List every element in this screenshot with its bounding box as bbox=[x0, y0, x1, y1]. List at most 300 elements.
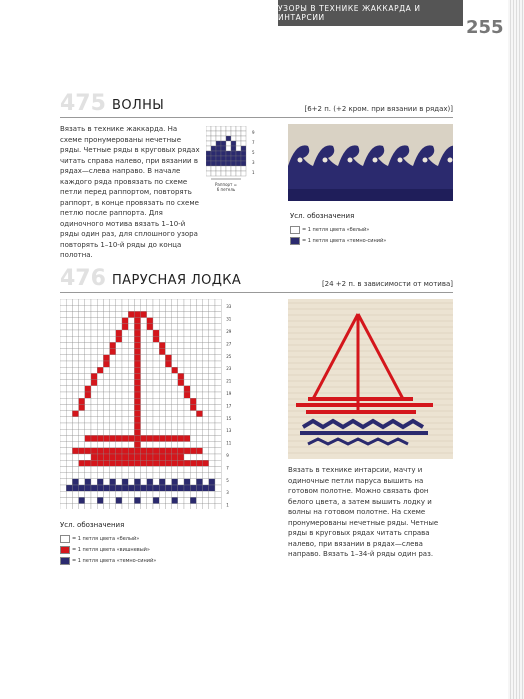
chart-cell bbox=[196, 454, 202, 460]
chart-cell bbox=[141, 504, 147, 509]
chart-cell bbox=[66, 386, 72, 392]
chart-cell bbox=[215, 342, 221, 348]
chart-cell bbox=[190, 392, 196, 398]
chart-cell bbox=[159, 398, 165, 404]
chart-cell bbox=[153, 404, 159, 410]
chart-cell bbox=[172, 318, 178, 324]
chart-cell bbox=[215, 442, 221, 448]
chart-cell bbox=[147, 491, 153, 497]
chart-cell bbox=[72, 324, 78, 330]
chart-cell bbox=[215, 373, 221, 379]
chart-cell bbox=[226, 171, 231, 176]
chart-cell bbox=[97, 429, 103, 435]
chart-cell bbox=[209, 342, 215, 348]
chart-cell bbox=[85, 318, 91, 324]
chart-cell bbox=[178, 305, 184, 311]
chart-cell bbox=[97, 473, 103, 479]
chart-cell bbox=[159, 497, 165, 503]
chart-cell bbox=[122, 448, 128, 454]
chart-cell bbox=[172, 342, 178, 348]
chart-cell bbox=[184, 336, 190, 342]
chart-cell bbox=[91, 330, 97, 336]
chart-cell bbox=[203, 460, 209, 466]
chart-cell bbox=[172, 473, 178, 479]
chart-cell bbox=[203, 491, 209, 497]
chart-cell bbox=[128, 491, 134, 497]
chart-cell bbox=[85, 299, 91, 305]
chart-cell bbox=[134, 411, 140, 417]
chart-cell bbox=[147, 305, 153, 311]
chart-cell bbox=[172, 349, 178, 355]
chart-cell bbox=[128, 318, 134, 324]
chart-cell bbox=[97, 435, 103, 441]
row-label: 29 bbox=[226, 329, 232, 334]
chart-cell bbox=[159, 504, 165, 509]
chart-cell bbox=[128, 342, 134, 348]
chart-cell bbox=[159, 367, 165, 373]
chart-cell bbox=[215, 429, 221, 435]
chart-cell bbox=[97, 367, 103, 373]
chart-cell bbox=[165, 305, 171, 311]
chart-cell bbox=[103, 380, 109, 386]
chart-cell bbox=[110, 442, 116, 448]
chart-cell bbox=[66, 355, 72, 361]
chart-cell bbox=[211, 141, 216, 146]
chart-cell bbox=[147, 504, 153, 509]
chart-cell bbox=[128, 417, 134, 423]
chart-cell bbox=[141, 404, 147, 410]
chart-cell bbox=[221, 166, 226, 171]
chart-cell bbox=[159, 466, 165, 472]
chart-cell bbox=[110, 392, 116, 398]
chart-cell bbox=[184, 497, 190, 503]
chart-cell bbox=[79, 435, 85, 441]
page-edge bbox=[508, 0, 524, 699]
chart-cell bbox=[172, 361, 178, 367]
chart-cell bbox=[60, 373, 66, 379]
chart-cell bbox=[203, 504, 209, 509]
chart-cell bbox=[97, 466, 103, 472]
rapport-label: 6 петель bbox=[216, 187, 236, 192]
chart-cell bbox=[128, 497, 134, 503]
chart-cell bbox=[165, 386, 171, 392]
chart-cell bbox=[196, 423, 202, 429]
chart-cell bbox=[190, 485, 196, 491]
chart-cell bbox=[116, 361, 122, 367]
chart-cell bbox=[215, 324, 221, 330]
chart-cell bbox=[159, 429, 165, 435]
chart-cell bbox=[134, 404, 140, 410]
chart-cell bbox=[153, 435, 159, 441]
chart-cell bbox=[60, 398, 66, 404]
chart-cell bbox=[165, 411, 171, 417]
chart-cell bbox=[153, 361, 159, 367]
chart-cell bbox=[203, 299, 209, 305]
chart-cell bbox=[147, 448, 153, 454]
chart-cell bbox=[241, 166, 246, 171]
chart-cell bbox=[141, 361, 147, 367]
chart-cell bbox=[91, 380, 97, 386]
chart-cell bbox=[122, 367, 128, 373]
chart-cell bbox=[153, 442, 159, 448]
chart-cell bbox=[122, 324, 128, 330]
chart-cell bbox=[190, 336, 196, 342]
chart-cell bbox=[209, 491, 215, 497]
chart-cell bbox=[141, 454, 147, 460]
chart-cell bbox=[122, 404, 128, 410]
chart-cell bbox=[66, 324, 72, 330]
chart-cell bbox=[178, 386, 184, 392]
chart-cell bbox=[85, 435, 91, 441]
chart-cell bbox=[134, 435, 140, 441]
chart-cell bbox=[184, 299, 190, 305]
chart-cell bbox=[209, 299, 215, 305]
chart-cell bbox=[97, 398, 103, 404]
chart-cell bbox=[110, 330, 116, 336]
chart-cell bbox=[85, 411, 91, 417]
chart-cell bbox=[178, 448, 184, 454]
chart-cell bbox=[103, 361, 109, 367]
chart-cell bbox=[116, 411, 122, 417]
row-label: 33 bbox=[226, 304, 232, 310]
chart-cell bbox=[196, 485, 202, 491]
chart-cell bbox=[147, 442, 153, 448]
chart-cell bbox=[165, 367, 171, 373]
chart-cell bbox=[178, 417, 184, 423]
chart-cell bbox=[79, 411, 85, 417]
chart-cell bbox=[97, 497, 103, 503]
chart-cell bbox=[110, 355, 116, 361]
chart-cell bbox=[72, 479, 78, 485]
chart-cell bbox=[128, 386, 134, 392]
chart-cell bbox=[134, 349, 140, 355]
chart-cell bbox=[215, 485, 221, 491]
chart-cell bbox=[122, 380, 128, 386]
chart-cell bbox=[91, 423, 97, 429]
chart-cell bbox=[203, 466, 209, 472]
chart-cell bbox=[134, 454, 140, 460]
chart-cell bbox=[141, 429, 147, 435]
chart-cell bbox=[66, 380, 72, 386]
pattern-475-heading bbox=[60, 91, 453, 118]
chart-cell bbox=[209, 411, 215, 417]
chart-cell bbox=[190, 398, 196, 404]
chart-cell bbox=[97, 411, 103, 417]
wave-dot bbox=[298, 158, 303, 163]
chart-cell bbox=[66, 454, 72, 460]
chart-cell bbox=[85, 466, 91, 472]
chart-cell bbox=[165, 479, 171, 485]
chart-cell bbox=[66, 466, 72, 472]
chart-cell bbox=[159, 299, 165, 305]
chart-cell bbox=[97, 460, 103, 466]
chart-cell bbox=[91, 398, 97, 404]
chart-cell bbox=[103, 324, 109, 330]
chart-cell bbox=[110, 448, 116, 454]
chart-cell bbox=[72, 497, 78, 503]
chart-cell bbox=[60, 386, 66, 392]
chart-cell bbox=[79, 324, 85, 330]
chart-cell bbox=[72, 491, 78, 497]
chart-cell bbox=[203, 442, 209, 448]
pattern-475-chart bbox=[206, 126, 286, 206]
chart-cell bbox=[72, 429, 78, 435]
chart-cell bbox=[203, 417, 209, 423]
chart-cell bbox=[141, 367, 147, 373]
chart-cell bbox=[203, 411, 209, 417]
chart-cell bbox=[85, 355, 91, 361]
chart-cell bbox=[153, 318, 159, 324]
chart-cell bbox=[110, 466, 116, 472]
chart-cell bbox=[134, 460, 140, 466]
chart-cell bbox=[128, 398, 134, 404]
chart-cell bbox=[159, 485, 165, 491]
chart-cell bbox=[221, 136, 226, 141]
chart-cell bbox=[79, 442, 85, 448]
chart-cell bbox=[122, 504, 128, 509]
chart-cell bbox=[236, 141, 241, 146]
chart-cell bbox=[209, 429, 215, 435]
chart-cell bbox=[110, 429, 116, 435]
chart-cell bbox=[196, 448, 202, 454]
chart-cell bbox=[178, 466, 184, 472]
chart-cell bbox=[60, 336, 66, 342]
chart-cell bbox=[209, 442, 215, 448]
chart-cell bbox=[203, 367, 209, 373]
chart-cell bbox=[79, 485, 85, 491]
chart-cell bbox=[159, 361, 165, 367]
chart-cell bbox=[196, 417, 202, 423]
chart-cell bbox=[216, 126, 221, 131]
chart-cell bbox=[216, 141, 221, 146]
chart-cell bbox=[60, 473, 66, 479]
chart-cell bbox=[165, 318, 171, 324]
chart-cell bbox=[66, 311, 72, 317]
chart-cell bbox=[110, 485, 116, 491]
chart-cell bbox=[97, 485, 103, 491]
chart-cell bbox=[141, 392, 147, 398]
chart-cell bbox=[190, 299, 196, 305]
chart-cell bbox=[91, 361, 97, 367]
chart-cell bbox=[116, 330, 122, 336]
chart-cell bbox=[215, 311, 221, 317]
chart-cell bbox=[206, 166, 211, 171]
chart-cell bbox=[128, 380, 134, 386]
chart-cell bbox=[116, 373, 122, 379]
chart-cell bbox=[85, 392, 91, 398]
chart-cell bbox=[141, 442, 147, 448]
chart-cell bbox=[190, 373, 196, 379]
chart-cell bbox=[184, 473, 190, 479]
chart-cell bbox=[103, 299, 109, 305]
chart-cell bbox=[66, 473, 72, 479]
chart-cell bbox=[91, 386, 97, 392]
chart-cell bbox=[134, 311, 140, 317]
chart-cell bbox=[172, 485, 178, 491]
chart-cell bbox=[209, 485, 215, 491]
chart-cell bbox=[159, 442, 165, 448]
chart-cell bbox=[190, 466, 196, 472]
chart-cell bbox=[60, 411, 66, 417]
chart-cell bbox=[60, 504, 66, 509]
chart-cell bbox=[66, 361, 72, 367]
row-label: 9 bbox=[226, 453, 229, 458]
row-label: 27 bbox=[226, 341, 232, 347]
chart-cell bbox=[159, 342, 165, 348]
chart-cell bbox=[190, 411, 196, 417]
chart-cell bbox=[147, 311, 153, 317]
chart-cell bbox=[116, 392, 122, 398]
chart-cell bbox=[190, 386, 196, 392]
chart-cell bbox=[79, 311, 85, 317]
chart-cell bbox=[103, 429, 109, 435]
chart-cell bbox=[97, 380, 103, 386]
legend-item-white: = 1 петля цвета «белый» bbox=[60, 533, 156, 544]
chart-cell bbox=[72, 442, 78, 448]
chart-cell bbox=[216, 171, 221, 176]
chart-cell bbox=[211, 146, 216, 151]
chart-cell bbox=[153, 497, 159, 503]
chart-cell bbox=[141, 479, 147, 485]
chart-cell bbox=[236, 151, 241, 156]
chart-cell bbox=[66, 491, 72, 497]
wave-dot bbox=[373, 158, 378, 163]
chart-cell bbox=[203, 454, 209, 460]
chart-cell bbox=[97, 336, 103, 342]
chart-cell bbox=[72, 466, 78, 472]
chart-cell bbox=[116, 442, 122, 448]
chart-cell bbox=[110, 349, 116, 355]
chart-cell bbox=[97, 442, 103, 448]
chart-cell bbox=[79, 367, 85, 373]
chart-cell bbox=[122, 311, 128, 317]
chart-cell bbox=[128, 404, 134, 410]
chart-cell bbox=[128, 373, 134, 379]
chart-cell bbox=[184, 355, 190, 361]
chart-cell bbox=[226, 126, 231, 131]
chart-cell bbox=[134, 342, 140, 348]
chart-cell bbox=[236, 126, 241, 131]
chart-cell bbox=[103, 373, 109, 379]
chart-cell bbox=[241, 151, 246, 156]
chart-cell bbox=[184, 324, 190, 330]
chart-cell bbox=[72, 411, 78, 417]
pattern-476-legend bbox=[60, 521, 156, 566]
chart-cell bbox=[190, 355, 196, 361]
wave-dot bbox=[423, 158, 428, 163]
chart-cell bbox=[241, 171, 246, 176]
chart-cell bbox=[203, 342, 209, 348]
chart-cell bbox=[128, 355, 134, 361]
chart-cell bbox=[209, 398, 215, 404]
chart-cell bbox=[209, 435, 215, 441]
chart-cell bbox=[178, 479, 184, 485]
chart-cell bbox=[236, 156, 241, 161]
chart-cell bbox=[209, 361, 215, 367]
chart-cell bbox=[190, 448, 196, 454]
chart-cell bbox=[85, 342, 91, 348]
chart-cell bbox=[190, 305, 196, 311]
chart-cell bbox=[153, 448, 159, 454]
chart-cell bbox=[128, 392, 134, 398]
chart-cell bbox=[178, 318, 184, 324]
chart-cell bbox=[116, 491, 122, 497]
chart-cell bbox=[190, 429, 196, 435]
chart-cell bbox=[85, 473, 91, 479]
chart-cell bbox=[103, 417, 109, 423]
chart-cell bbox=[141, 355, 147, 361]
chart-cell bbox=[60, 460, 66, 466]
chart-cell bbox=[172, 448, 178, 454]
chart-cell bbox=[190, 423, 196, 429]
chart-cell bbox=[97, 392, 103, 398]
chart-cell bbox=[209, 367, 215, 373]
chart-cell bbox=[184, 398, 190, 404]
chart-cell bbox=[196, 392, 202, 398]
chart-cell bbox=[190, 311, 196, 317]
pattern-title: ВОЛНЫ bbox=[112, 98, 165, 113]
chart-cell bbox=[211, 126, 216, 131]
chart-cell bbox=[216, 136, 221, 141]
chart-cell bbox=[128, 367, 134, 373]
chart-cell bbox=[103, 435, 109, 441]
chart-cell bbox=[190, 342, 196, 348]
chart-cell bbox=[196, 473, 202, 479]
chart-cell bbox=[91, 349, 97, 355]
chart-cell bbox=[241, 136, 246, 141]
chart-cell bbox=[66, 504, 72, 509]
chart-cell bbox=[72, 355, 78, 361]
chart-cell bbox=[196, 386, 202, 392]
chart-cell bbox=[241, 131, 246, 136]
chart-cell bbox=[236, 166, 241, 171]
chart-cell bbox=[159, 330, 165, 336]
chart-cell bbox=[79, 398, 85, 404]
chart-cell bbox=[134, 448, 140, 454]
chart-cell bbox=[178, 349, 184, 355]
chart-cell bbox=[147, 349, 153, 355]
chart-cell bbox=[116, 429, 122, 435]
chart-cell bbox=[203, 373, 209, 379]
chart-cell bbox=[165, 342, 171, 348]
top-stripe bbox=[288, 124, 453, 136]
chart-cell bbox=[66, 435, 72, 441]
row-label: 5 bbox=[226, 477, 229, 483]
chart-cell bbox=[153, 367, 159, 373]
pattern-title: ПАРУСНАЯ ЛОДКА bbox=[112, 273, 242, 288]
chart-cell bbox=[66, 299, 72, 305]
chart-cell bbox=[60, 311, 66, 317]
chart-cell bbox=[184, 404, 190, 410]
chart-cell bbox=[103, 330, 109, 336]
row-label: 3 bbox=[226, 490, 229, 496]
chart-cell bbox=[172, 336, 178, 342]
chart-cell bbox=[206, 146, 211, 151]
chart-cell bbox=[97, 423, 103, 429]
chart-cell bbox=[72, 448, 78, 454]
chart-cell bbox=[215, 318, 221, 324]
chart-cell bbox=[116, 435, 122, 441]
chart-cell bbox=[159, 454, 165, 460]
chart-cell bbox=[165, 504, 171, 509]
chart-cell bbox=[190, 504, 196, 509]
chart-cell bbox=[159, 336, 165, 342]
chart-cell bbox=[153, 466, 159, 472]
chart-cell bbox=[141, 491, 147, 497]
chart-cell bbox=[141, 349, 147, 355]
chart-cell bbox=[97, 386, 103, 392]
chart-cell bbox=[190, 349, 196, 355]
